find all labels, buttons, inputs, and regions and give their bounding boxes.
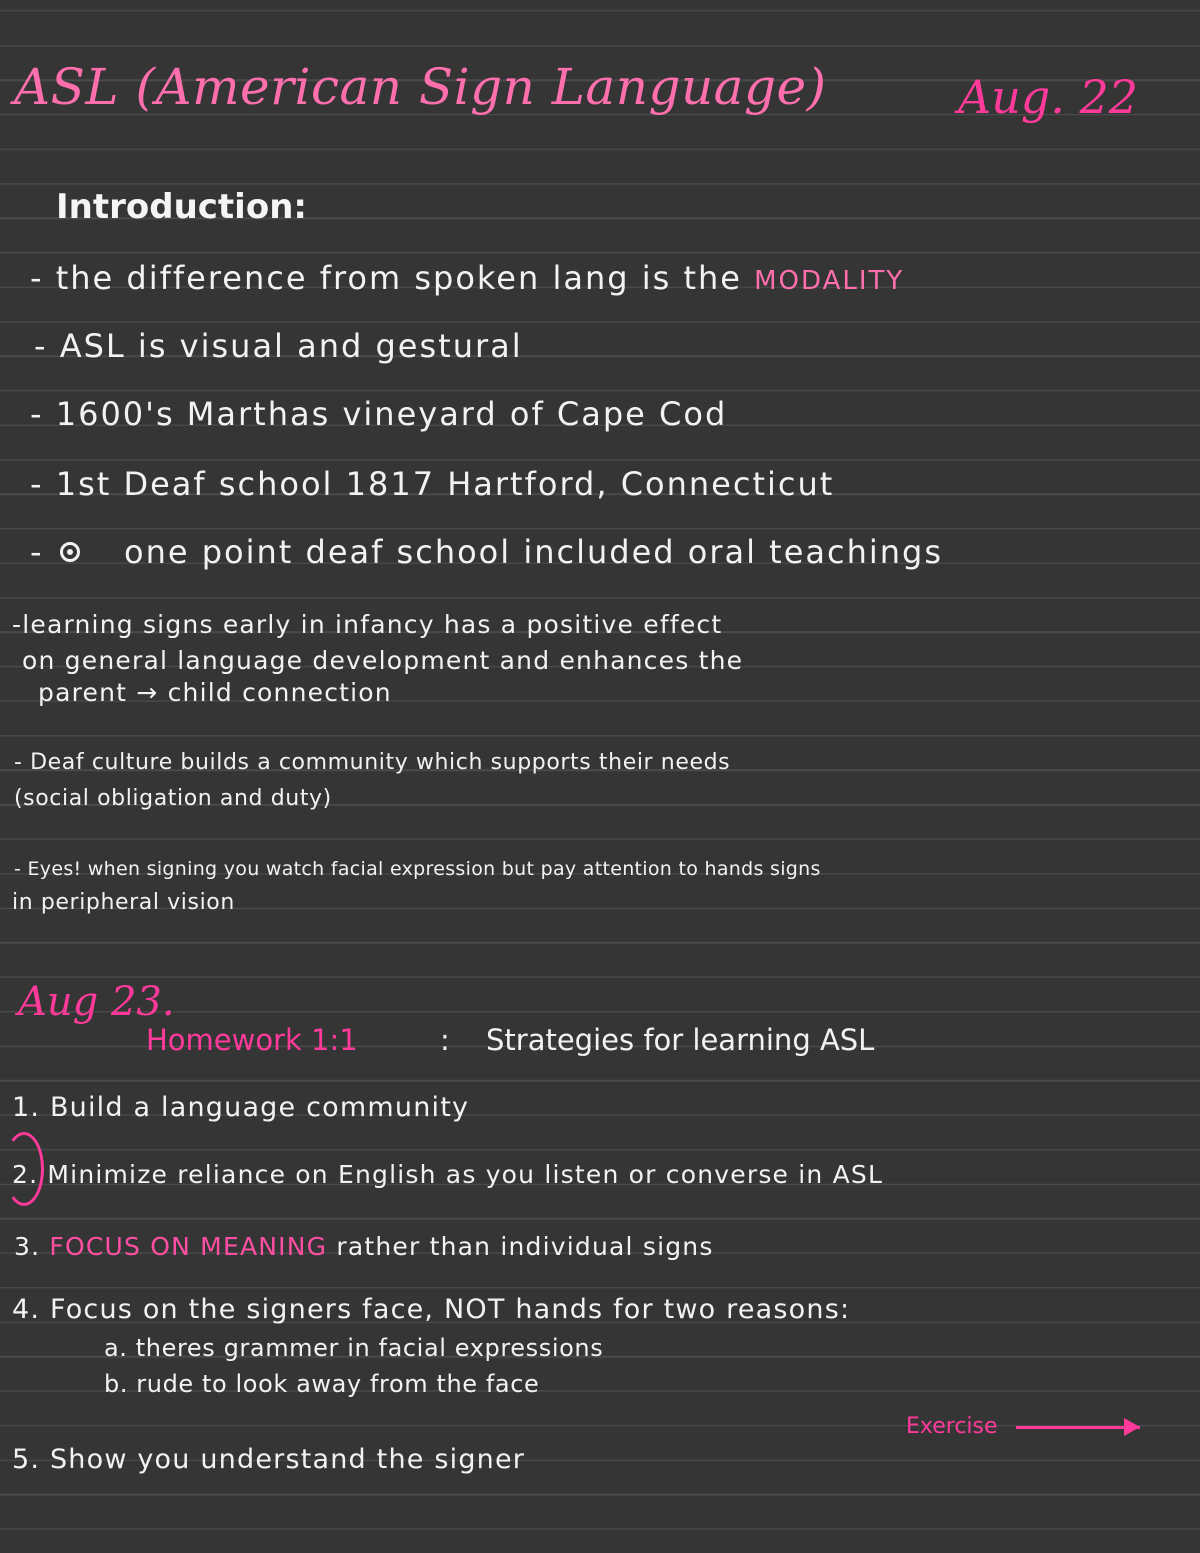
intro-item-deaf-culture-line-1: - Deaf culture builds a community which supports their needs xyxy=(14,750,731,775)
focus-on-meaning-highlight: FOCUS ON MEANING xyxy=(49,1232,328,1261)
intro-item-infancy-line-1: -learning signs early in infancy has a positive effect xyxy=(12,610,723,639)
strategy-item-3-number: 3. xyxy=(14,1232,41,1261)
strategy-item-1: 1. Build a language community xyxy=(12,1092,470,1123)
homework-label: Homework 1:1 xyxy=(146,1023,358,1057)
homework-separator: : xyxy=(440,1023,450,1057)
intro-item-infancy-line-2: on general language development and enhances the xyxy=(22,646,744,675)
date-aug-23: Aug 23. xyxy=(18,979,175,1025)
arrowhead-icon xyxy=(1124,1418,1140,1436)
strategy-item-3-rest: rather than individual signs xyxy=(336,1232,714,1261)
strategy-item-4b: b. rude to look away from the face xyxy=(104,1370,540,1398)
strategy-item-5: 5. Show you understand the signer xyxy=(12,1444,526,1475)
strategy-item-3 xyxy=(14,1234,714,1259)
section-heading-introduction: Introduction: xyxy=(56,187,307,227)
intro-item-marthas-vineyard: - 1600's Marthas vineyard of Cape Cod xyxy=(30,395,728,433)
intro-item-modality-text: - the difference from spoken lang is the xyxy=(30,259,755,297)
arrow-right-icon xyxy=(1016,1426,1140,1429)
strategy-item-2: 2. Minimize reliance on English as you listen or converse in ASL xyxy=(12,1160,884,1189)
at-sign-icon xyxy=(60,542,80,562)
strategy-item-4a: a. theres grammer in facial expressions xyxy=(104,1334,604,1362)
intro-item-deaf-culture-line-2: (social obligation and duty) xyxy=(14,786,332,811)
intro-item-infancy-line-3: parent → child connection xyxy=(38,678,392,707)
intro-item-modality xyxy=(30,259,905,297)
intro-item-eyes-line-1: - Eyes! when signing you watch facial expression but pay attention to hands signs xyxy=(14,858,821,880)
intro-item-oral-teachings: one point deaf school included oral teachings xyxy=(124,533,944,571)
intro-item-eyes-line-2: in peripheral vision xyxy=(12,890,235,915)
date-aug-22: Aug. 22 xyxy=(958,70,1139,124)
modality-highlight: MODALITY xyxy=(754,266,905,296)
exercise-label: Exercise xyxy=(906,1414,998,1439)
intro-item-oral-teachings-dash: - xyxy=(30,533,44,571)
intro-item-first-deaf-school: - 1st Deaf school 1817 Hartford, Connecticut xyxy=(30,465,835,503)
intro-item-visual: - ASL is visual and gestural xyxy=(34,327,523,365)
homework-title: Strategies for learning ASL xyxy=(486,1023,875,1057)
page-title: ASL (American Sign Language) xyxy=(14,58,827,116)
strategy-item-4: 4. Focus on the signers face, NOT hands for two reasons: xyxy=(12,1294,851,1325)
